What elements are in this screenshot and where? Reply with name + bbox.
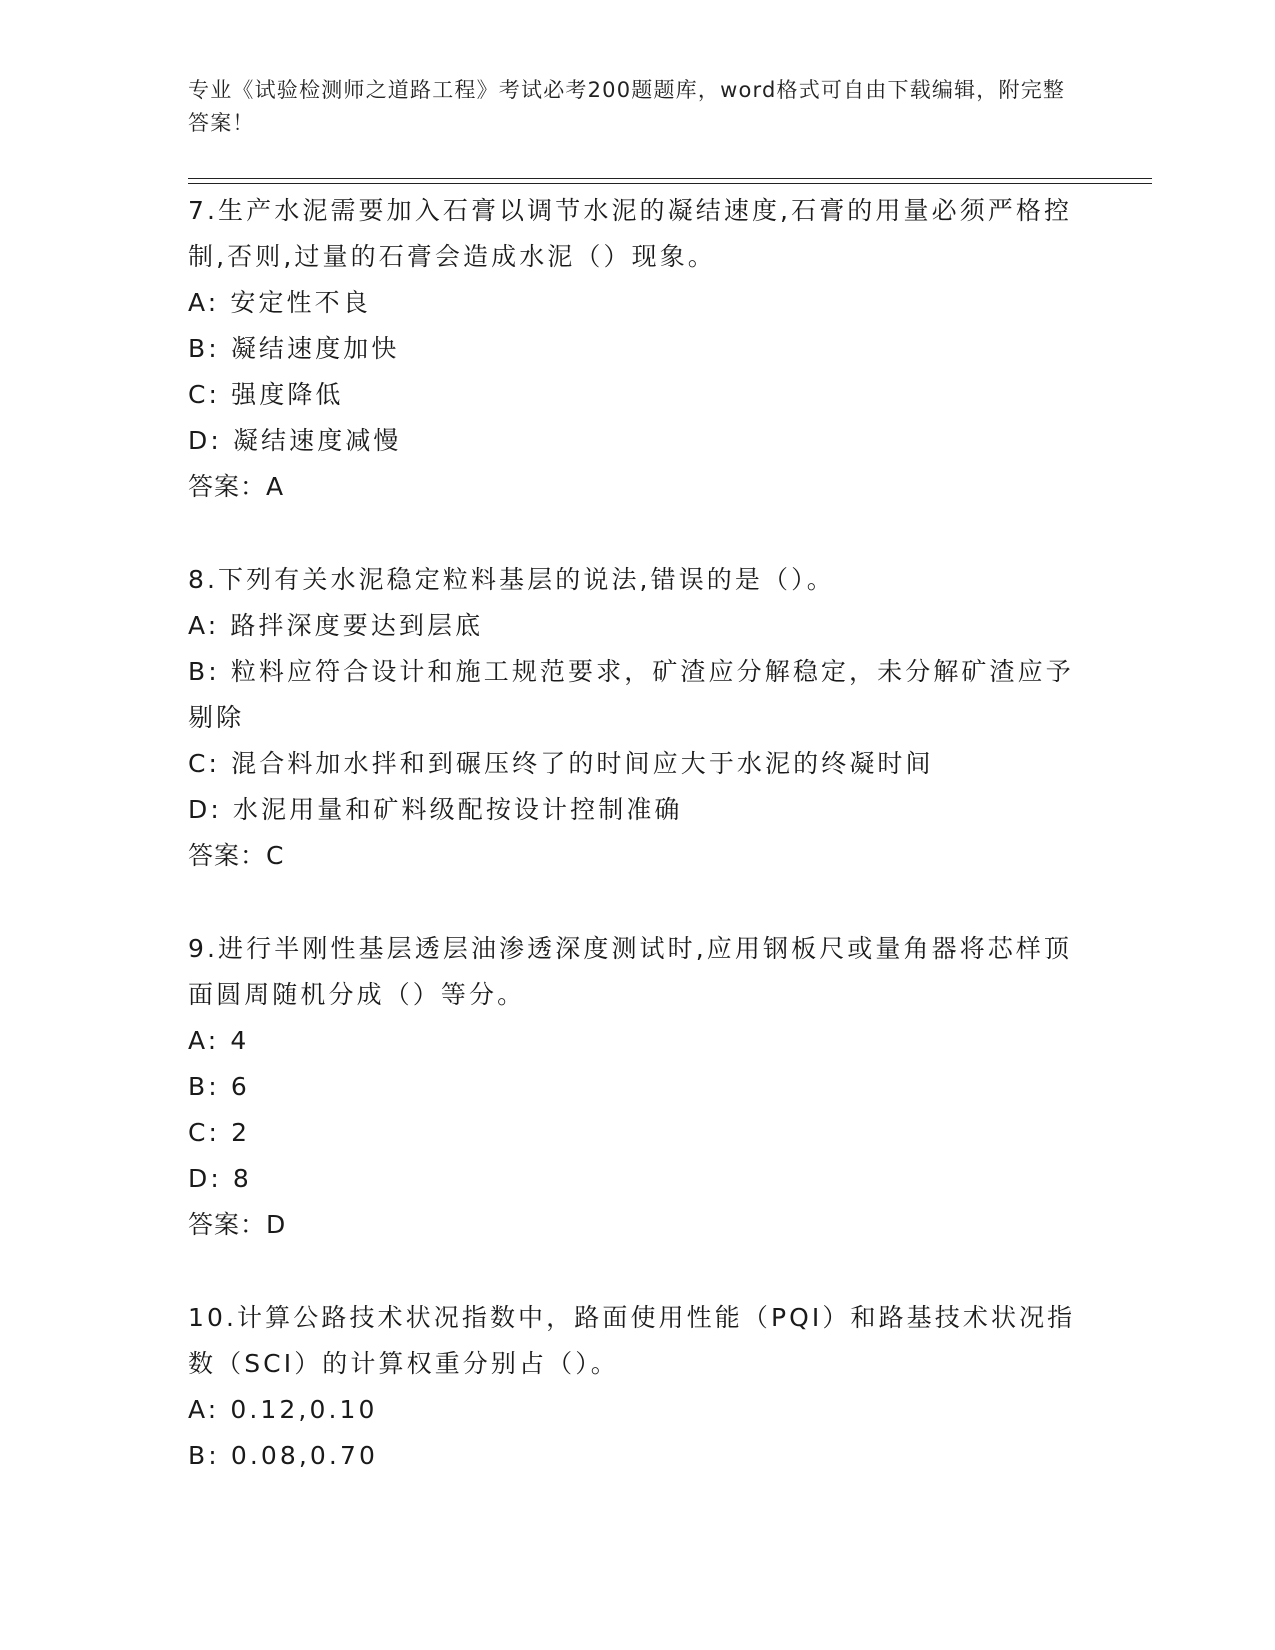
question-stem: 9.进行半刚性基层透层油渗透深度测试时,应用钢板尺或量角器将芯样顶面圆周随机分成（）等分。 [188,934,1073,1009]
header-divider-bottom [188,183,1152,184]
option-a: A: 0.12,0.10 [188,1395,378,1424]
option-b: B: 粒料应符合设计和施工规范要求，矿渣应分解稳定，未分解矿渣应予剔除 [188,657,1074,732]
option-a: A: 4 [188,1026,250,1055]
question-7 [188,188,1088,510]
question-list [188,188,1088,1479]
option-d: D: 凝结速度减慢 [188,426,402,455]
question-stem: 7.生产水泥需要加入石膏以调节水泥的凝结速度,石膏的用量必须严格控制,否则,过量的石膏会造成水泥（）现象。 [188,196,1073,271]
question-8 [188,557,1088,879]
question-gap [188,879,1088,926]
document-header: 专业《试验检测师之道路工程》考试必考200题题库，word格式可自由下载编辑，附完整答案！ [188,78,1066,135]
option-d: D: 8 [188,1164,252,1193]
option-c: C: 2 [188,1118,251,1147]
question-gap [188,1248,1088,1295]
question-stem: 10.计算公路技术状况指数中，路面使用性能（PQI）和路基技术状况指数（SCI）的计算权重分别占（）。 [188,1303,1076,1378]
question-10 [188,1295,1088,1479]
option-b: B: 6 [188,1072,250,1101]
option-d: D: 水泥用量和矿料级配按设计控制准确 [188,795,683,824]
option-b: B: 0.08,0.70 [188,1441,378,1470]
answer-line: 答案：C [188,841,285,870]
answer-line: 答案：D [188,1210,287,1239]
option-c: C: 强度降低 [188,380,344,409]
option-b: B: 凝结速度加快 [188,334,400,363]
header-divider-top [188,178,1152,179]
option-a: A: 路拌深度要达到层底 [188,611,484,640]
question-gap [188,510,1088,557]
question-stem: 8.下列有关水泥稳定粒料基层的说法,错误的是（）。 [188,565,835,594]
question-9 [188,926,1088,1248]
answer-line: 答案：A [188,472,285,501]
option-a: A: 安定性不良 [188,288,371,317]
option-c: C: 混合料加水拌和到碾压终了的时间应大于水泥的终凝时间 [188,749,934,778]
